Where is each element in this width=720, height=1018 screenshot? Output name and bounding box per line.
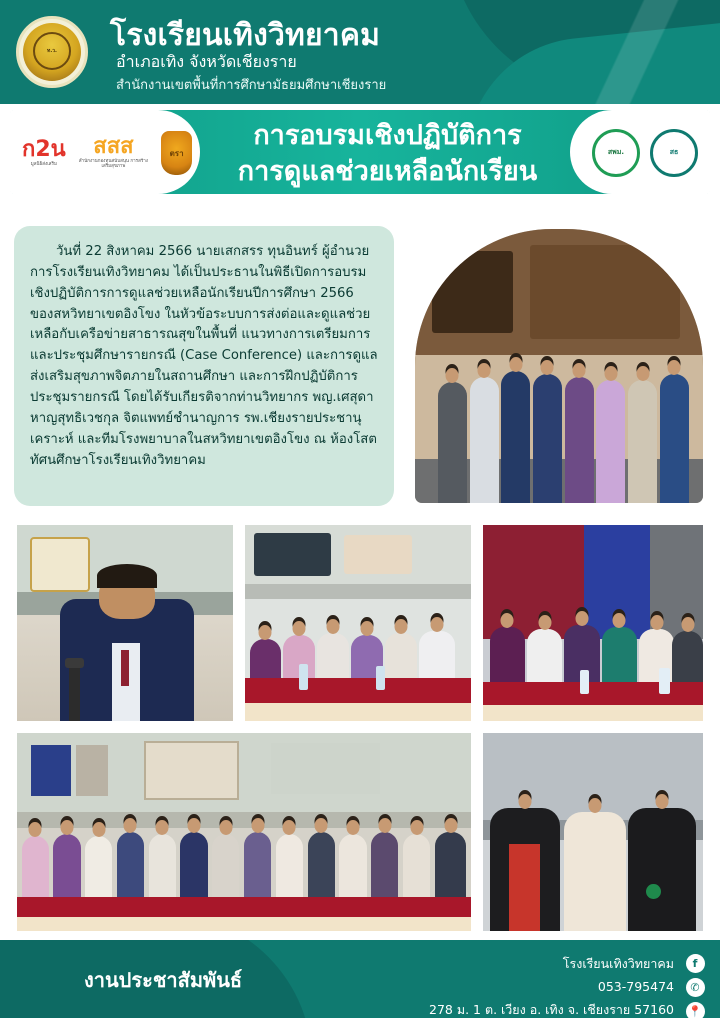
group-photo-stage (412, 226, 706, 506)
page-title-line-1: การอบรมเชิงปฏิบัติการ (253, 120, 522, 151)
school-name: โรงเรียนเทิงวิทยาคม (110, 18, 381, 53)
photo-grid (14, 522, 706, 934)
content-area (0, 200, 720, 1018)
photo-participants-table-1 (242, 522, 474, 724)
school-office: สำนักงานเขตพื้นที่การศึกษามัธยมศึกษาเชียงราย (116, 78, 387, 93)
sss-logo-caption: สำนักงานกองทุนสนับสนุน การสร้างเสริมสุขภาพ (78, 159, 148, 169)
page-footer (0, 940, 720, 1018)
footer-contact-block (429, 952, 674, 1018)
photo-participants-table-2 (480, 522, 706, 724)
school-district: อำเภอเทิง จังหวัดเชียงราย (116, 52, 297, 71)
sss-logo-mark: สสส (93, 134, 134, 160)
page-title-line-2: การดูแลช่วยเหลือนักเรียน (237, 156, 538, 188)
spm-chiangrai-logo: สพม. (592, 129, 640, 177)
footer-school-name: โรงเรียนเทิงวิทยาคม (562, 956, 674, 971)
photo-three-people (480, 730, 706, 934)
garuda-emblem: ตรา (161, 131, 192, 175)
photo-group-wide (14, 730, 474, 934)
thaihealth-logo-mark: ก2น (22, 136, 66, 162)
sss-logo (76, 136, 152, 170)
article-card (14, 226, 394, 506)
moph-logo: สธ (650, 129, 698, 177)
footer-address: 278 ม. 1 ต. เวียง อ. เทิง จ. เชียงราย 57160 (429, 1002, 674, 1018)
phone-icon[interactable]: ✆ (686, 978, 705, 997)
title-bar (0, 104, 720, 200)
article-text: วันที่ 22 สิงหาคม 2566 นายเสกสรร ทุนอินทร์ ผู้อำนวยการโรงเรียนเทิงวิทยาคม ได้เป็นประธานในพิธีเปิดการอบรมเชิงปฏิบัติการการดูแลช่วยเหลือนักเรียนปีการศึกษา 2566 ของสหวิทยาเขตอิงโขง ในหัวข้อระบบการส่งต่อและดูแลช่วยเหลือกับเครือข่ายสาธารณสุขในพื้นที่ แนวทางการเตรียมการและประชุมศึกษารายกรณี (Case Conference) และการดูแลส่งเสริมสุขภาพจิตภายในสถานศึกษา และการฝึกปฏิบัติการประชุมรายกรณี โดยได้รับเกียรติจากท่านวิทยากร พญ.เศสุดา หาญสุทธิเวชกุล จิตแพทย์ชำนาญการ รพ.เชียงรายประชานุเคราะห์ และทีมโรงพยาบาลในสหวิทยาเขตอิงโขง ณ ห้องโสตทัศนศึกษาโรงเรียนเทิงวิทยาคม (30, 244, 378, 468)
footer-phone[interactable]: 053-795474 (597, 979, 674, 995)
header-decoration-c (540, 0, 720, 104)
group-photo-stage-scene (415, 229, 703, 503)
footer-department-label: งานประชาสัมพันธ์ (84, 968, 243, 992)
school-crest-inner (23, 23, 81, 81)
school-crest (16, 16, 88, 88)
thaihealth-logo-caption: มูลนิธิส่งเสริม (30, 161, 57, 167)
page-title (195, 118, 580, 191)
footer-icon-group (684, 954, 706, 1018)
school-crest-label: ท.ว. (47, 48, 57, 55)
partner-logo-group-left (22, 130, 192, 176)
thaihealth-logo (22, 136, 66, 168)
location-pin-icon[interactable]: 📍 (686, 1002, 705, 1018)
facebook-icon[interactable]: f (686, 954, 705, 973)
partner-logo-group-right (578, 126, 698, 180)
page-header (0, 0, 720, 104)
photo-director-speech (14, 522, 236, 724)
